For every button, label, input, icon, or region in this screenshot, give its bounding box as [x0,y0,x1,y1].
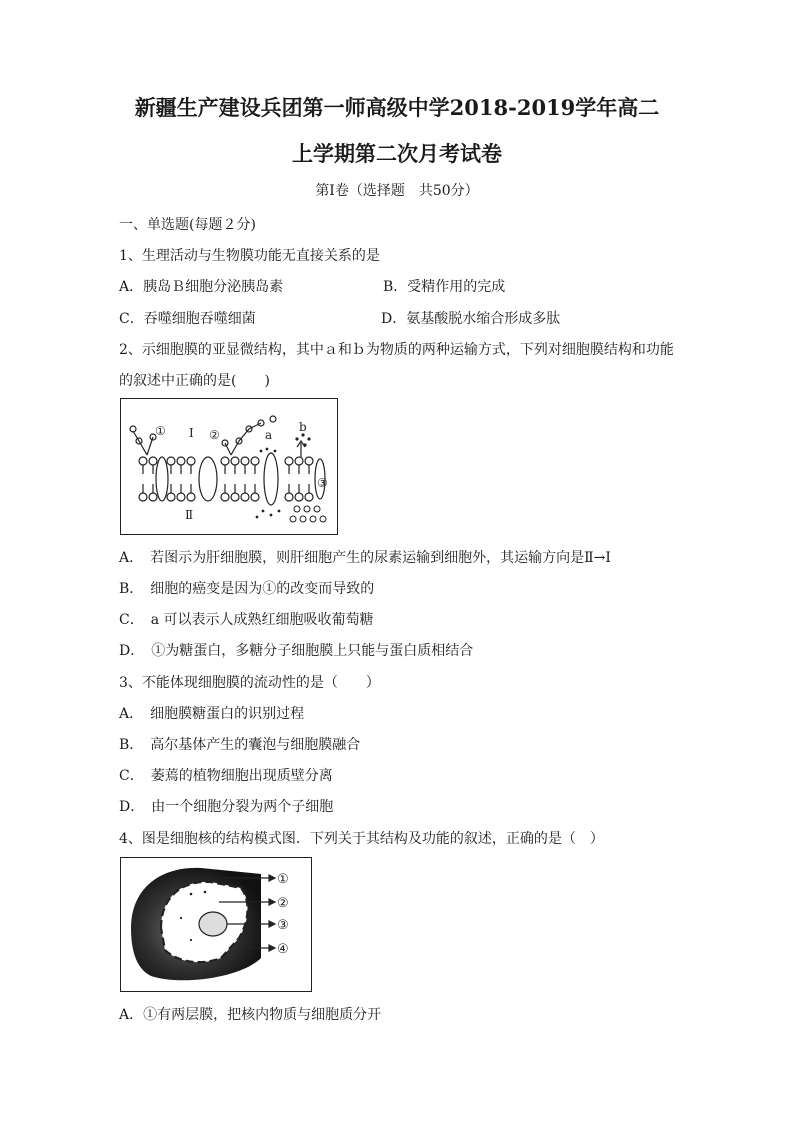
membrane-protein [199,457,217,501]
label-1: ① [155,424,166,438]
question-2-option-b: B． 细胞的癌变是因为①的改变而导致的 [119,581,375,597]
question-4-stem: 4、图是细胞核的结构模式图．下列关于其结构及功能的叙述，正确的是（ ） [119,831,604,847]
question-1-stem: 1、生理活动与生物膜功能无直接关系的是 [119,248,380,264]
label-4: ④ [277,942,289,957]
question-3-option-d: D． 由一个细胞分裂为两个子细胞 [119,799,334,815]
question-2-stem-line2: 的叙述中正确的是( ) [119,373,270,389]
nucleus-diagram [121,858,311,991]
label-1: ① [277,872,289,887]
label-a: a [265,428,273,442]
question-4-option-a: A．①有两层膜，把核内物质与细胞质分开 [119,1007,382,1023]
membrane-protein [156,457,168,501]
channel-protein [264,453,278,505]
nucleus-figure [120,857,312,992]
nucleolus [199,912,227,936]
question-2-stem: 2、示细胞膜的亚显微结构，其中ａ和ｂ为物质的两种运输方式，下列对细胞膜结构和功能 [119,342,674,358]
label-top-side: Ⅰ [189,426,194,440]
label-3: ③ [277,918,289,933]
question-2-option-d: D． ①为糖蛋白，多糖分子细胞膜上只能与蛋白质相结合 [119,643,474,659]
label-bottom-side: Ⅱ [185,508,194,522]
page-title-line2: 上学期第二次月考试卷 [292,141,502,166]
label-2: ② [209,428,220,442]
page-title: 新疆生产建设兵团第一师高级中学2018-2019学年高二 [134,95,660,120]
question-1-option-b: B．受精作用的完成 [383,279,506,295]
question-2-option-c: C． a 可以表示人成熟红细胞吸收葡萄糖 [119,612,374,628]
label-3: ③ [317,476,328,490]
volume-heading: 第Ⅰ卷（选择题 共50分） [315,183,479,199]
question-3-option-c: C． 萎蔫的植物细胞出现质壁分离 [119,768,333,784]
cell-membrane-figure [120,398,338,535]
section-heading: 一、单选题(每题２分) [119,217,256,233]
question-3-stem: 3、不能体现细胞膜的流动性的是（ ） [119,675,380,691]
question-3-option-a: A． 细胞膜糖蛋白的识别过程 [119,706,305,722]
question-1-option-d: D．氨基酸脱水缩合形成多肽 [381,311,561,327]
question-2-option-a: A． 若图示为肝细胞膜，则肝细胞产生的尿素运输到细胞外，其运输方向是Ⅱ→Ⅰ [119,550,611,566]
label-2: ② [277,896,289,911]
question-1-option-a: A．胰岛Ｂ细胞分泌胰岛素 [119,279,284,295]
question-3-option-b: B． 高尔基体产生的囊泡与细胞膜融合 [119,737,361,753]
question-1-option-c: C．吞噬细胞吞噬细菌 [119,311,256,327]
label-b: b [299,420,307,434]
cell-membrane-diagram [121,399,337,534]
